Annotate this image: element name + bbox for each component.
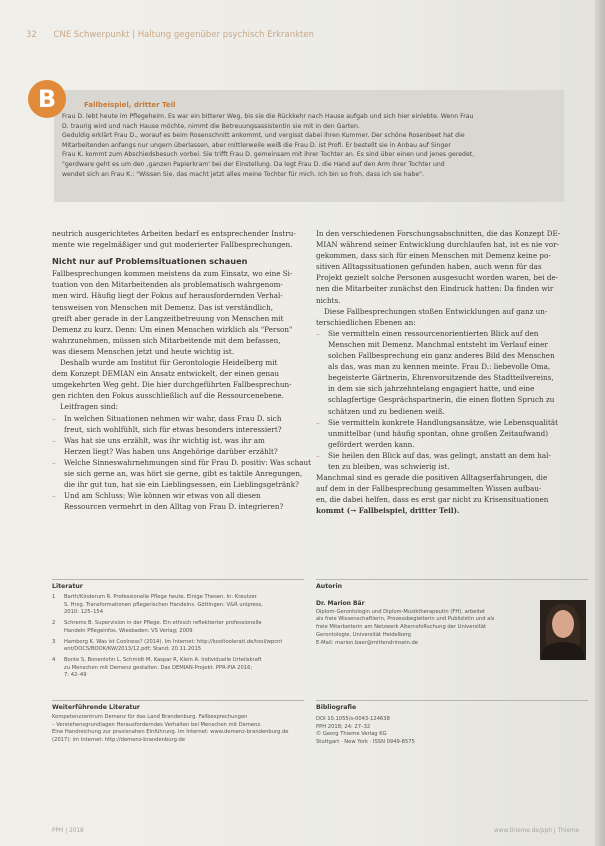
text-line: Sie heilen den Blick auf das, was gelingt, anstatt an dem hal- <box>328 450 551 460</box>
bullet-item <box>316 450 572 472</box>
case-line: Geduldig erklärt Frau D., worauf es beim Rosenschnitt ankommt, und vergisst dabei ihren Kummer. Der schöne Rosenbeet hat die <box>62 132 465 140</box>
text-line: mente wie regelmäßiger und gut moderierter Fallbesprechungen. <box>52 240 293 250</box>
divider <box>316 579 588 580</box>
divider <box>316 700 588 701</box>
text-line: Diese Fallbesprechungen stoßen Entwicklungen auf ganz un- <box>324 306 548 316</box>
author-line: freie Mitarbeiterin am Netzwerk AlternsfoRschung der Universität <box>316 624 486 631</box>
text-line: schlagfertige Gesprächspartnerin, die einen flotten Spruch zu <box>328 395 555 405</box>
text-line: men wird. Häufig liegt der Fokus auf herausfordernden Verhal- <box>52 291 283 301</box>
text-line: unmittelbar (und häufig spontan, ohne großen Zeitaufwand) <box>328 428 549 438</box>
text-line: en, die dabei helfen, dass es erst gar nicht zu Krisensituationen <box>316 495 549 505</box>
text-line: umgekehrten Weg geht. Die hier durchgeführten Fallbesprechun- <box>52 380 292 390</box>
ref-line: Eine Handreichung zur praxisnahen Einführung. Im Internet: www.demenz-brandenburg.de <box>52 729 289 736</box>
case-badge: B <box>28 80 66 118</box>
case-line: Frau K. kommt zum Abschiedsbesuch vorbei. Sie trifft Frau D. gemeinsam mit ihrer Tochter an. Es sind über einen und jenes geredet, <box>62 151 475 159</box>
bibliography-info <box>316 716 536 747</box>
ref-line: zu Menschen mit Demenz gestalten. Das DEMIAN-Projekt. PPR-PIA 2016; <box>64 664 253 671</box>
bullet-dash-icon: – <box>316 417 320 427</box>
text-line: was diesem Menschen jetzt und heute wichtig ist. <box>52 346 235 356</box>
header-title: CNE Schwerpunkt | Haltung gegenüber psychisch Erkrankten <box>53 30 314 40</box>
ref-number: 4 <box>52 656 56 663</box>
case-title: Fallbeispiel, dritter Teil <box>84 101 176 109</box>
running-header <box>26 30 314 40</box>
ref-line: 2010: 125–154 <box>64 609 103 616</box>
text-line: Herzen liegt? Was haben uns Angehörige darüber erzählt? <box>64 446 278 456</box>
case-line: Mitarbeitenden anfangs nur ungern überlassen, aber mittlerweile weiß die Frau D. ist Profi. Er bestellt sie in Anbau auf Singer <box>62 141 451 149</box>
ref-line: Handeln Pflegeinfos. Wiesbaden: VS Verlag; 2009 <box>64 627 193 634</box>
bullet-item <box>52 413 308 435</box>
bullet-item <box>52 457 312 490</box>
ref-line: Hamborg K. Was ist Coolness? (2014). Im Internet: http://kooltoolerati.de/tool/wpcnt <box>64 638 283 645</box>
ref-line: Bonte S, Bonenlohn L, Schmidt M, Kaspar R, Klein A. Individuelle Urteilskraft <box>64 656 262 663</box>
text-line: ten zu bleiben, was schwierig ist. <box>328 461 450 471</box>
literature-title: Literatur <box>52 583 83 590</box>
bibliography-line: DOI 10.1055/s-0043-124638 <box>316 716 390 722</box>
ref-number: 3 <box>52 638 56 645</box>
case-text <box>62 112 557 179</box>
text-line: gen richten den Fokus ausschließlich auf die Ressourcenebene. <box>52 391 284 401</box>
text-line: neutrich ausgerichtetes Arbeiten bedarf es entsprechender Instru- <box>52 229 296 238</box>
text-line: In welchen Situationen nehmen wir wahr, dass Frau D. sich <box>64 413 282 423</box>
bibliography-line: PPH 2018; 24: 27–32 <box>316 723 371 730</box>
text-line: tuation von den Mitarbeitenden als problematisch wahrgenom- <box>52 280 283 290</box>
text-line: auf dem in der Fallbesprechung gesammelten Wissen aufbau- <box>316 484 542 494</box>
literature-item <box>52 657 302 680</box>
ref-line: S, Hrsg. Transformationen pflegerischen Handelns. Göttingen: V&R unipress, <box>64 601 263 608</box>
text-line: Und am Schluss: Wie können wir etwas von all diesen <box>64 491 261 501</box>
text-line: gekommen, dass sich für einen Menschen mit Demenz keine po- <box>316 251 551 261</box>
divider <box>52 700 304 701</box>
footer-right: www.thieme.de/pph | Thieme <box>494 828 580 834</box>
ref-line: ent/DOCS/BOOK/KW/2013/12.pdf; Stand: 20.11.2015 <box>64 646 202 653</box>
text-line: dem Konzept DEMIAN ein Ansatz entwickelt, der einen genau <box>52 369 280 379</box>
text-line: als das, was man zu kennen meinte. Frau D.: liebevolle Oma, <box>328 362 551 372</box>
text-line: Demenz zu kurz. Denn: Um einen Menschen wirklich als "Person" <box>52 324 293 334</box>
further-literature-title: Weiterführende Literatur <box>52 704 140 711</box>
literature-list <box>52 594 302 683</box>
author-info <box>316 600 536 647</box>
left-column <box>52 228 312 512</box>
text-line: nichts. <box>316 295 341 305</box>
footer-left: PPH | 2018 <box>52 828 84 834</box>
bullet-dash-icon: – <box>52 413 56 423</box>
ref-line: 7: 42–49 <box>64 672 87 679</box>
text-line: Was hat sie uns erzählt, was ihr wichtig ist, was ihr am <box>64 435 265 445</box>
text-line: nen die Mitarbeiter zunächst den Eindruck hatten: Da finden wir <box>316 284 554 294</box>
page-spine-shadow <box>595 0 605 846</box>
ref-number: 1 <box>52 594 56 600</box>
ref-line: Kompetenzzentrum Demenz für das Land Brandenburg. Fallbesprechungen <box>52 714 248 720</box>
author-line: Gerontologie, Universität Heidelberg <box>316 631 411 638</box>
literature-item <box>52 639 302 654</box>
bullet-item <box>52 435 308 457</box>
text-line: sie sich gerne an, was hört sie gerne, gibt es taktile Anregungen, <box>64 468 303 478</box>
right-column <box>316 228 572 516</box>
text-line: begeisterte Gärtnerin, Ehrenvorsitzende des Stadtteilvereins, <box>328 373 554 383</box>
bullet-dash-icon: – <box>52 435 56 445</box>
text-line: Sie vermitteln einen ressourcenorientierten Blick auf den <box>328 328 539 338</box>
text-line: Deshalb wurde am Institut für Gerontologie Heidelberg mit <box>60 358 278 368</box>
case-line: "gerdware geht es um den ,ganzen Papierkram' bei der Einstellung. Da legt Frau D. die Hand auf den Arm ihrer Tochter und <box>62 160 445 168</box>
text-line: tensweisen von Menschen mit Demenz. Das ist verständlich, <box>52 302 273 312</box>
bibliography-line: © Georg Thieme Verlag KG <box>316 731 387 738</box>
bullet-dash-icon: – <box>316 450 320 460</box>
text-line: Projekt gezielt solche Personen ausgesucht worden waren, bei de- <box>316 273 559 283</box>
text-line: Sie vermitteln konkrete Handlungsansätze, wie Lebensqualität <box>328 417 559 427</box>
case-line: D. traurig wird und nach Hause möchte, nimmt die Betreuungsassistentin sie mit in den Garten. <box>62 122 360 130</box>
further-literature <box>52 714 302 745</box>
text-line: Fallbesprechungen kommen meistens da zum Einsatz, wo eine Si- <box>52 269 293 279</box>
case-line: wendet sich an Frau K.: "Wissen Sie, das macht jetzt alles meine Tochter für mich. Ich bin so froh, dass ich sie habe". <box>62 170 424 178</box>
author-photo <box>540 600 586 660</box>
text-line: die ihr gut tun, hat sie ein Lieblingsessen, ein Lieblingsgetränk? <box>64 480 300 490</box>
author-name: Dr. Marion Bär <box>316 600 365 607</box>
text-line: solchen Fallbesprechung ein ganz anderes Bild des Menschen <box>328 351 555 361</box>
bullet-item <box>316 328 572 417</box>
bullet-dash-icon: – <box>52 457 56 467</box>
ref-line: Schrems B. Supervision in der Pflege. Ein ethisch reflektierter professionelle <box>64 620 262 627</box>
text-line: freut, sich wohlfühlt, sich für etwas besonders interessiert? <box>64 424 282 434</box>
bibliography-title: Bibliografie <box>316 704 357 711</box>
text-line: In den verschiedenen Forschungsabschnitten, die das Konzept DE- <box>316 229 561 238</box>
page-number: 32 <box>26 30 37 40</box>
ref-number: 2 <box>52 620 56 627</box>
section-heading: Nicht nur auf Problemsituationen schauen <box>52 256 248 267</box>
ref-line: Barth/Kinderum R. Professionelle Pflege heute. Einige Thesen. In: Kreutzer <box>64 594 257 600</box>
text-line: gefördert werden kann. <box>328 439 415 449</box>
bullet-dash-icon: – <box>52 491 56 501</box>
divider <box>52 579 304 580</box>
author-line: als freie Wissenschaftlerin, Prozessbegleiterin und Publizistin und als <box>316 616 495 623</box>
bullet-dash-icon: – <box>316 328 320 338</box>
text-line: MIAN während seiner Entwicklung durchlaufen hat, ist es nie vor- <box>316 240 559 250</box>
text-line: greift aber gerade in der Langzeitbetreuung von Menschen mit <box>52 313 284 323</box>
bullet-item <box>316 417 572 450</box>
text-line: Leitfragen sind: <box>60 402 119 412</box>
text-line: Menschen mit Demenz. Manchmal entsteht im Verlauf einer <box>328 339 548 349</box>
case-line: Frau D. lebt heute im Pflegeheim. Es war ein bitterer Weg, bis sie die Rückkehr nach Hause aufgab und sich hier einlebte. Wenn Frau <box>62 113 474 120</box>
literature-item <box>52 594 302 617</box>
author-line: Diplom-Gerontologin und Diplom-Musiktherapeutin (FH), arbeitet <box>316 608 486 615</box>
bullet-item <box>52 490 308 512</box>
text-line: terschiedlichen Ebenen an: <box>316 317 416 327</box>
ref-line: (2017): im Internet: http://demenz-brandenburg.de <box>52 737 186 744</box>
text-line: schätzen und zu bedienen weiß. <box>328 406 445 416</box>
ref-line: – Verstehensgrundlagen Herausforderndes Verhalten bei Menschen mit Demenz. <box>52 721 262 728</box>
text-line: Ressourcen vermehrt in den Alltag von Frau D. integrieren? <box>64 502 284 512</box>
literature-item <box>52 620 302 635</box>
bibliography-line: Stuttgart · New York · ISSN 0949-8575 <box>316 739 415 746</box>
author-line: E-Mail: marion.baer@mittendrinsein.de <box>316 639 418 646</box>
text-line: in dem sie sich jahrzehntelang engagiert hatte, und eine <box>328 384 535 394</box>
text-line: Manchmal sind es gerade die positiven Alltagserfahrungen, die <box>316 473 548 483</box>
text-line: wahrzunehmen, müssen sich Mitarbeitende mit dem befassen, <box>52 335 281 345</box>
text-line: sitiven Alltagssituationen gefunden haben, auch wenn für das <box>316 262 542 272</box>
text-line: Welche Sinneswahrnehmungen sind für Frau D. positiv: Was schaut <box>64 457 312 467</box>
author-title: Autorin <box>316 583 342 590</box>
text-line: kommt (→ Fallbeispiel, dritter Teil). <box>316 506 460 516</box>
